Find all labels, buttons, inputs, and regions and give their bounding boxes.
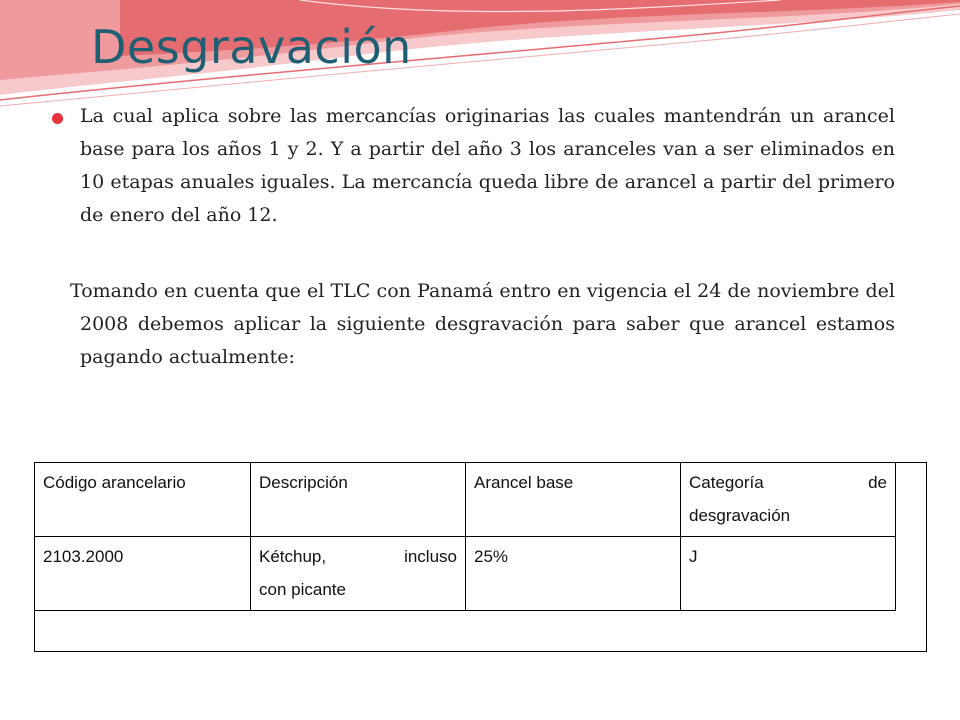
cell-description-line2: con picante [259, 580, 346, 599]
cell-code-value: 2103.2000 [43, 547, 124, 566]
header-code-label: Código arancelario [43, 473, 186, 492]
header-category-line1: Categoría de [689, 473, 887, 492]
cell-base-tariff [466, 537, 681, 611]
header-category [681, 463, 896, 537]
cell-description [251, 537, 466, 611]
header-description [251, 463, 466, 537]
cell-description-line1: Kétchup, incluso [259, 547, 457, 566]
table-header-row [35, 463, 896, 537]
cell-code [35, 537, 251, 611]
body-paragraph: Tomando en cuenta que el TLC con Panamá entro en vigencia el 24 de noviembre del 2008 debemos aplicar la siguiente desgravación para saber que arancel estamos pagando actualmente: [70, 280, 895, 368]
header-base-tariff [466, 463, 681, 537]
cell-category-value: J [689, 547, 698, 566]
cell-category [681, 537, 896, 611]
header-category-line2: desgravación [689, 506, 791, 525]
tariff-table [34, 462, 896, 611]
bullet-dot-icon [52, 113, 63, 124]
cell-base-tariff-value: 25% [474, 547, 509, 566]
header-description-label: Descripción [259, 473, 348, 492]
table-row [35, 537, 896, 611]
body-paragraph-block [70, 275, 895, 374]
header-code [35, 463, 251, 537]
slide-title: Desgravación [91, 20, 412, 74]
header-base-tariff-label: Arancel base [474, 473, 574, 492]
bullet-text: La cual aplica sobre las mercancías originarias las cuales mantendrán un arancel base para los años 1 y 2. Y a partir del año 3 los aranceles van a ser eliminados en 10 etapas anuales iguales. La mercancía queda libre de arancel a partir del primero de enero del año 12. [80, 105, 895, 226]
